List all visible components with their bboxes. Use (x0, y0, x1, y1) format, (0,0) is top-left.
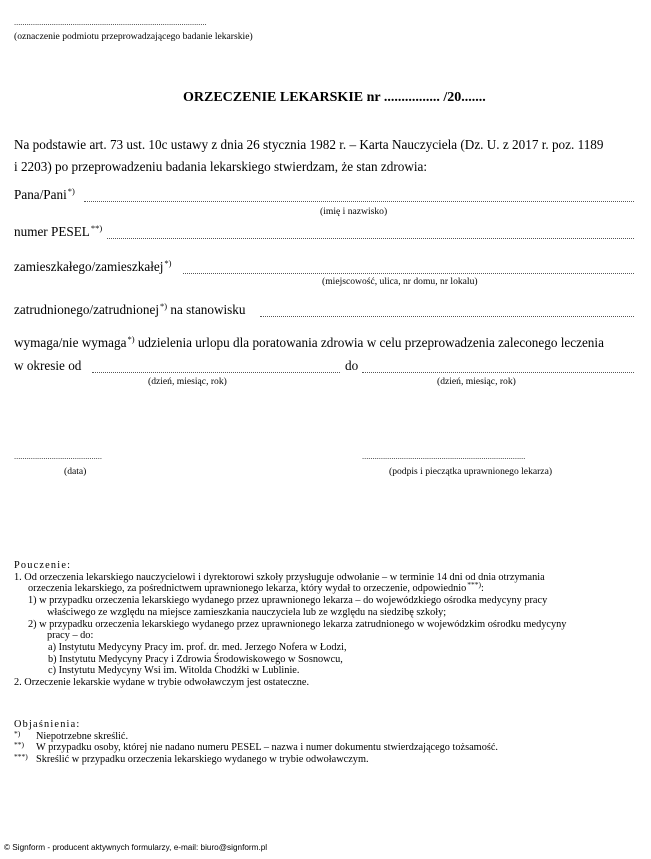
employed-field (14, 302, 246, 318)
pesel-label: numer PESEL (14, 224, 90, 239)
explanation-3: ***) Skreślić w przypadku orzeczenia lekarskiego wydanego w trybie odwoławczym. (14, 752, 369, 766)
address-field (14, 259, 171, 275)
sub-2-item-b: b) Instytutu Medycyny Pracy i Zdrowia Środowiskowego w Sosnowcu, (48, 653, 343, 665)
sub-1-line-a: 1) w przypadku orzeczenia lekarskiego wydanego przez uprawnionego lekarza – do wojewódzkiego ośrodka medycyny pracy (28, 595, 548, 607)
explanation-2: **) W przypadku osoby, której nie nadano numeru PESEL – nazwa i numer dokumentu stwierdzającego tożsamość. (14, 740, 498, 754)
address-footnote-mark: *) (164, 258, 172, 268)
instruction-1-line-a: 1. Od orzeczenia lekarskiego nauczycielowi i dyrektorowi szkoły przysługuje odwołanie – w terminie 14 dni od dnia otrzymania (14, 571, 545, 583)
address-label: zamieszkałego/zamieszkałej (14, 259, 164, 274)
pesel-input-line[interactable] (107, 238, 634, 239)
requires-line (14, 335, 604, 351)
requires-footnote-mark: *) (127, 334, 135, 344)
name-field (14, 187, 75, 203)
requires-label: wymaga/nie wymaga (14, 335, 127, 350)
date-to-input-line[interactable] (362, 372, 634, 373)
instruction-1-line-b: orzeczenia lekarskiego, za pośrednictwem uprawnionego lekarza, który wydał to orzeczenie, odpowiednio***): (28, 580, 484, 595)
name-caption: (imię i nazwisko) (320, 206, 388, 217)
explanations-heading: Objaśnienia: (14, 719, 81, 730)
date-to-caption: (dzień, miesiąc, rok) (437, 376, 516, 387)
name-input-line[interactable] (84, 201, 634, 202)
employed-suffix: na stanowisku (170, 302, 246, 317)
issuer-caption: (oznaczenie podmiotu przeprowadzającego badanie lekarskie) (14, 31, 253, 42)
employed-label: zatrudnionego/zatrudnionej (14, 302, 160, 317)
sub-2-item-c: c) Instytutu Medycyny Wsi im. Witolda Chodźki w Lublinie. (48, 665, 300, 677)
sub-2-item-a: a) Instytutu Medycyny Pracy im. prof. dr. med. Jerzego Nofera w Łodzi, (48, 641, 347, 653)
sub-1-line-b: właściwego ze względu na miejsce zamieszkania nauczyciela lub ze względu na siedzibę szkoły; (47, 606, 447, 618)
explanation-3-mark: ***) (14, 752, 28, 762)
explanation-2-mark: **) (14, 740, 24, 750)
name-label: Pana/Pani (14, 187, 67, 202)
address-caption: (miejscowość, ulica, nr domu, nr lokalu) (322, 276, 478, 287)
sub-2-line-a: 2) w przypadku orzeczenia lekarskiego wydanego przez uprawnionego lekarza zatrudnionego w wojewódzkim ośrodku medycyny (28, 618, 567, 630)
explanation-1-mark: *) (14, 728, 21, 738)
address-input-line[interactable] (183, 273, 634, 274)
intro-line-1: Na podstawie art. 73 ust. 10c ustawy z dnia 26 stycznia 1982 r. – Karta Nauczyciela (Dz. U. z 2017 r. poz. 1189 (14, 137, 604, 152)
instruction-2: 2. Orzeczenie lekarskie wydane w trybie odwoławczym jest ostateczne. (14, 677, 310, 689)
signature-caption: (podpis i pieczątka uprawnionego lekarza) (389, 466, 553, 477)
explanations-block (14, 719, 498, 766)
instruction-1-footnote-mark: ***) (467, 580, 482, 590)
requires-text: udzielenia urlopu dla poratowania zdrowia w celu przeprowadzenia zaleconego leczenia (137, 335, 604, 350)
date-dots[interactable]: .......................................... (14, 452, 102, 461)
footer-credit: © Signform - producent aktywnych formularzy, e-mail: biuro@signform.pl (4, 843, 268, 852)
pesel-field (14, 224, 102, 240)
employed-footnote-mark: *) (160, 301, 168, 311)
explanation-1: *) Niepotrzebne skreślić. (14, 728, 129, 742)
intro-line-2: i 2203) po przeprowadzeniu badania lekarskiego stwierdzam, że stan zdrowia: (14, 159, 428, 174)
sub-2-line-b: pracy – do: (47, 630, 94, 642)
date-caption: (data) (64, 466, 87, 477)
period-from-label: w okresie od (14, 358, 82, 373)
instructions-heading: Pouczenie: (14, 560, 72, 571)
date-from-caption: (dzień, miesiąc, rok) (148, 376, 227, 387)
period-to-label: do (345, 358, 359, 373)
page-title: ORZECZENIE LEKARSKIE nr ................ /20....... (183, 90, 486, 105)
issuer-dots[interactable]: ............................................................................................ (14, 18, 207, 27)
instructions-block (14, 560, 566, 689)
date-from-input-line[interactable] (92, 372, 340, 373)
pesel-footnote-mark: **) (90, 223, 103, 233)
name-footnote-mark: *) (67, 186, 75, 196)
signature-dots[interactable]: .............................................................................. (362, 452, 526, 461)
position-input-line[interactable] (260, 316, 634, 317)
